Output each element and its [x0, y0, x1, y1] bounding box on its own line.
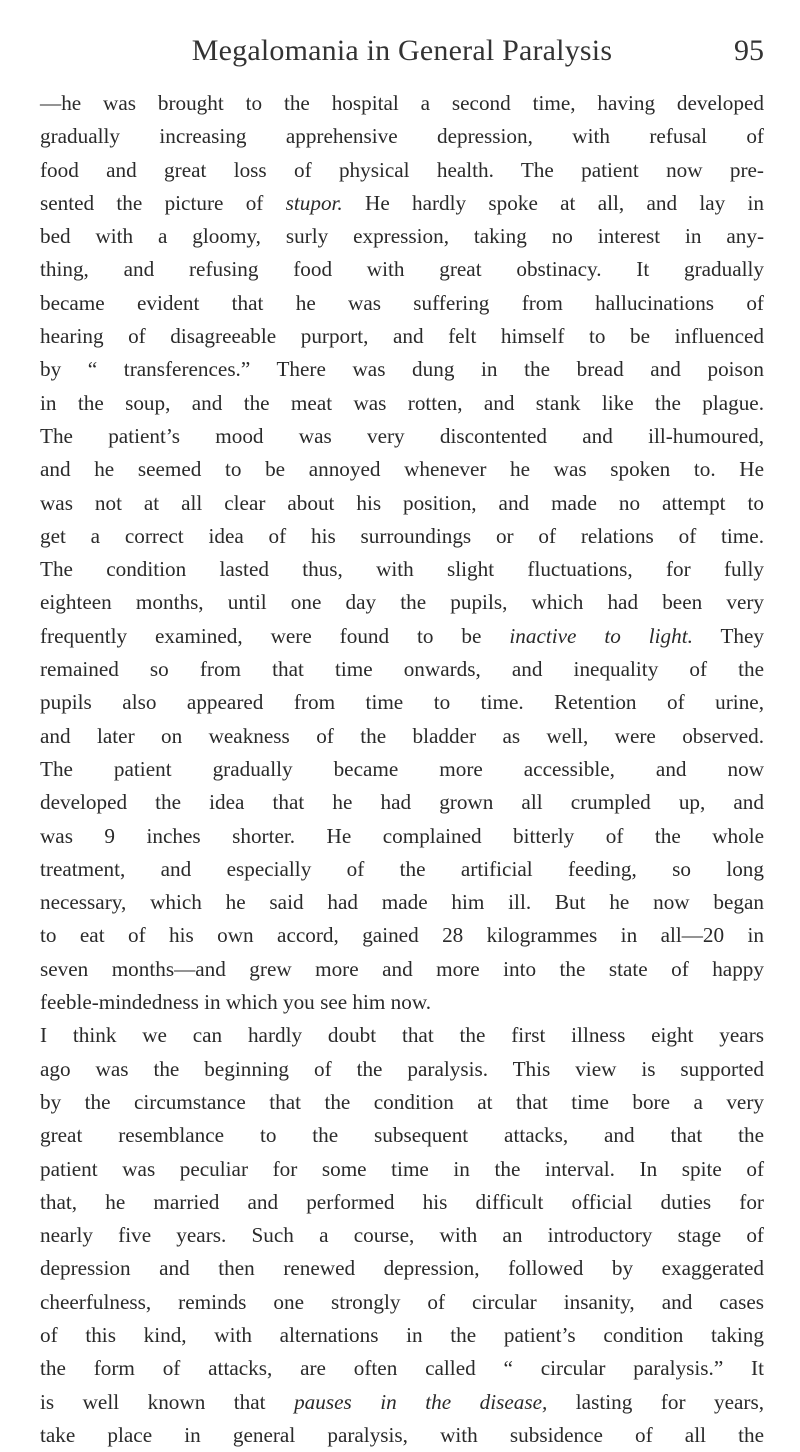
text-line: of this kind, with alternations in the patient’s condition taking — [40, 1322, 764, 1347]
text-line: frequently examined, were found to be inactive to light. They — [40, 623, 764, 648]
running-head — [40, 34, 764, 78]
text-line: seven months—and grew more and more into the state of happy — [40, 956, 764, 981]
text-line: I think we can hardly doubt that the first illness eight years — [40, 1023, 764, 1048]
running-title: Megalomania in General Paralysis — [191, 34, 613, 67]
text-line: depression and then renewed depression, followed by exaggerated — [40, 1256, 764, 1281]
text-line: eighteen months, until one day the pupils, which had been very — [40, 590, 764, 615]
italic-phrase: inactive to light. — [509, 623, 693, 648]
text-line: and he seemed to be annoyed whenever he was spoken to. He — [40, 457, 764, 482]
text-line: the form of attacks, are often called “ circular paralysis.” It — [40, 1356, 764, 1381]
text-line: by “ transferences.” There was dung in the bread and poison — [40, 357, 764, 382]
text-line: take place in general paralysis, with subsidence of all the — [40, 1422, 764, 1447]
text-line: sented the picture of stupor. He hardly spoke at all, and lay in — [40, 190, 764, 215]
text-line: and later on weakness of the bladder as well, were observed. — [40, 723, 764, 748]
text-line: ago was the beginning of the paralysis. This view is supported — [40, 1056, 764, 1081]
text-line: gradually increasing apprehensive depression, with refusal of — [40, 124, 764, 149]
italic-phrase: stupor. — [285, 190, 343, 215]
text-line: —he was brought to the hospital a second time, having developed — [40, 91, 764, 115]
text-line: thing, and refusing food with great obstinacy. It gradually — [40, 257, 764, 282]
text-line: get a correct idea of his surroundings or of relations of time. — [40, 523, 764, 548]
text-line: The patient’s mood was very discontented and ill-humoured, — [40, 423, 764, 448]
text-line: by the circumstance that the condition at that time bore a very — [40, 1089, 764, 1114]
text-line: cheerfulness, reminds one strongly of circular insanity, and cases — [40, 1289, 764, 1314]
text-line: in the soup, and the meat was rotten, and stank like the plague. — [40, 390, 764, 415]
text-line: hearing of disagreeable purport, and felt himself to be influenced — [40, 324, 764, 349]
text-line: bed with a gloomy, surly expression, taking no interest in any- — [40, 224, 764, 249]
text-line: nearly five years. Such a course, with an introductory stage of — [40, 1223, 764, 1248]
text-line: The condition lasted thus, with slight fluctuations, for fully — [40, 557, 764, 582]
body-text — [40, 87, 764, 1452]
text-line: that, he married and performed his difficult official duties for — [40, 1189, 764, 1214]
text-line: patient was peculiar for some time in the interval. In spite of — [40, 1156, 764, 1181]
text-line: remained so from that time onwards, and inequality of the — [40, 657, 764, 682]
text-line: treatment, and especially of the artificial feeding, so long — [40, 856, 764, 881]
text-line: great resemblance to the subsequent attacks, and that the — [40, 1123, 764, 1148]
page-number: 95 — [734, 34, 764, 67]
text-line: The patient gradually became more accessible, and now — [40, 756, 764, 781]
text-line: necessary, which he said had made him ill. But he now began — [40, 890, 764, 915]
text-line: feeble-mindedness in which you see him now. — [40, 990, 432, 1015]
text-line: developed the idea that he had grown all crumpled up, and — [40, 790, 764, 815]
text-line: to eat of his own accord, gained 28 kilogrammes in all—20 in — [40, 923, 764, 948]
text-line: is well known that pauses in the disease, lasting for years, — [40, 1389, 765, 1414]
text-line: became evident that he was suffering from hallucinations of — [40, 290, 764, 315]
italic-phrase: pauses in the disease, — [294, 1389, 548, 1414]
text-line: food and great loss of physical health. The patient now pre- — [40, 157, 764, 182]
text-line: pupils also appeared from time to time. Retention of urine, — [40, 690, 764, 715]
text-line: was 9 inches shorter. He complained bitterly of the whole — [40, 823, 764, 848]
text-line: was not at all clear about his position, and made no attempt to — [40, 490, 764, 515]
